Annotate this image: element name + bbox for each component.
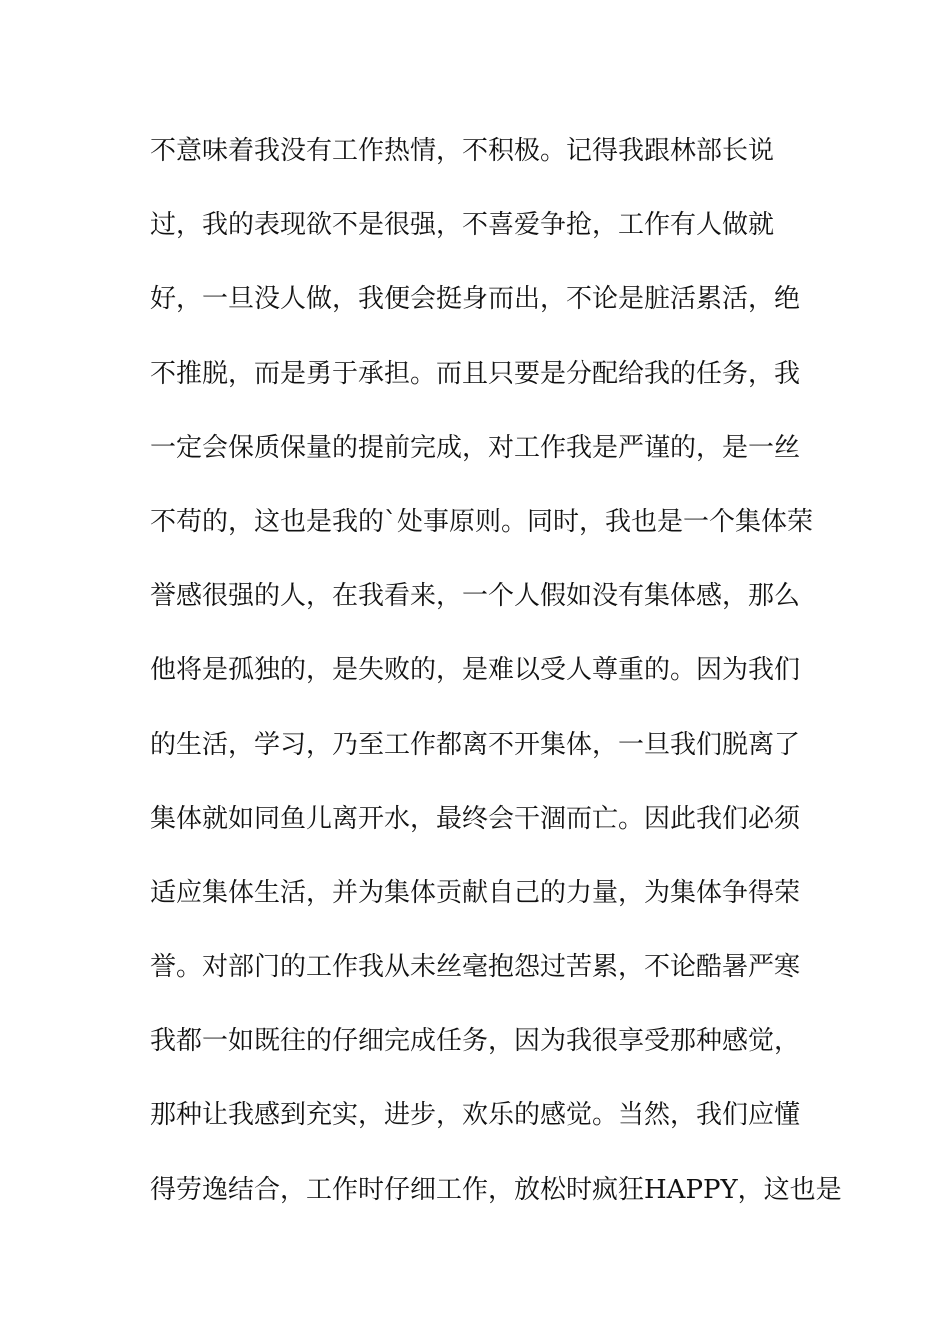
text-line: 那种让我感到充实，进步，欢乐的感觉。当然，我们应懂 bbox=[150, 1100, 801, 1131]
text-line: 好，一旦没人做，我便会挺身而出，不论是脏活累活，绝 bbox=[150, 284, 801, 315]
text-line: 不苟的，这也是我的`处事原则。同时，我也是一个集体荣 bbox=[150, 506, 814, 537]
text-line: 适应集体生活，并为集体贡献自己的力量，为集体争得荣 bbox=[150, 877, 801, 908]
text-line: 誉。对部门的工作我从未丝毫抱怨过苦累，不论酷暑严寒 bbox=[150, 952, 801, 983]
text-line: 誉感很强的人，在我看来，一个人假如没有集体感，那么 bbox=[150, 581, 801, 612]
text-line: 得劳逸结合，工作时仔细工作，放松时疯狂HAPPY，这也是 bbox=[150, 1174, 842, 1205]
text-line: 的生活，学习，乃至工作都离不开集体，一旦我们脱离了 bbox=[150, 729, 801, 760]
text-line: 他将是孤独的，是失败的，是难以受人尊重的。因为我们 bbox=[150, 655, 801, 686]
text-line: 集体就如同鱼儿离开水，最终会干涸而亡。因此我们必须 bbox=[150, 803, 801, 834]
text-line: 过，我的表现欲不是很强，不喜爱争抢，工作有人做就 bbox=[150, 210, 775, 241]
text-line: 我都一如既往的仔细完成任务，因为我很享受那种感觉， bbox=[150, 1026, 801, 1057]
text-line: 一定会保质保量的提前完成，对工作我是严谨的，是一丝 bbox=[150, 432, 801, 463]
text-line: 不推脱，而是勇于承担。而且只要是分配给我的任务，我 bbox=[150, 358, 801, 389]
text-line: 不意味着我没有工作热情，不积极。记得我跟林部长说 bbox=[150, 136, 775, 166]
body-text bbox=[150, 134, 842, 1247]
